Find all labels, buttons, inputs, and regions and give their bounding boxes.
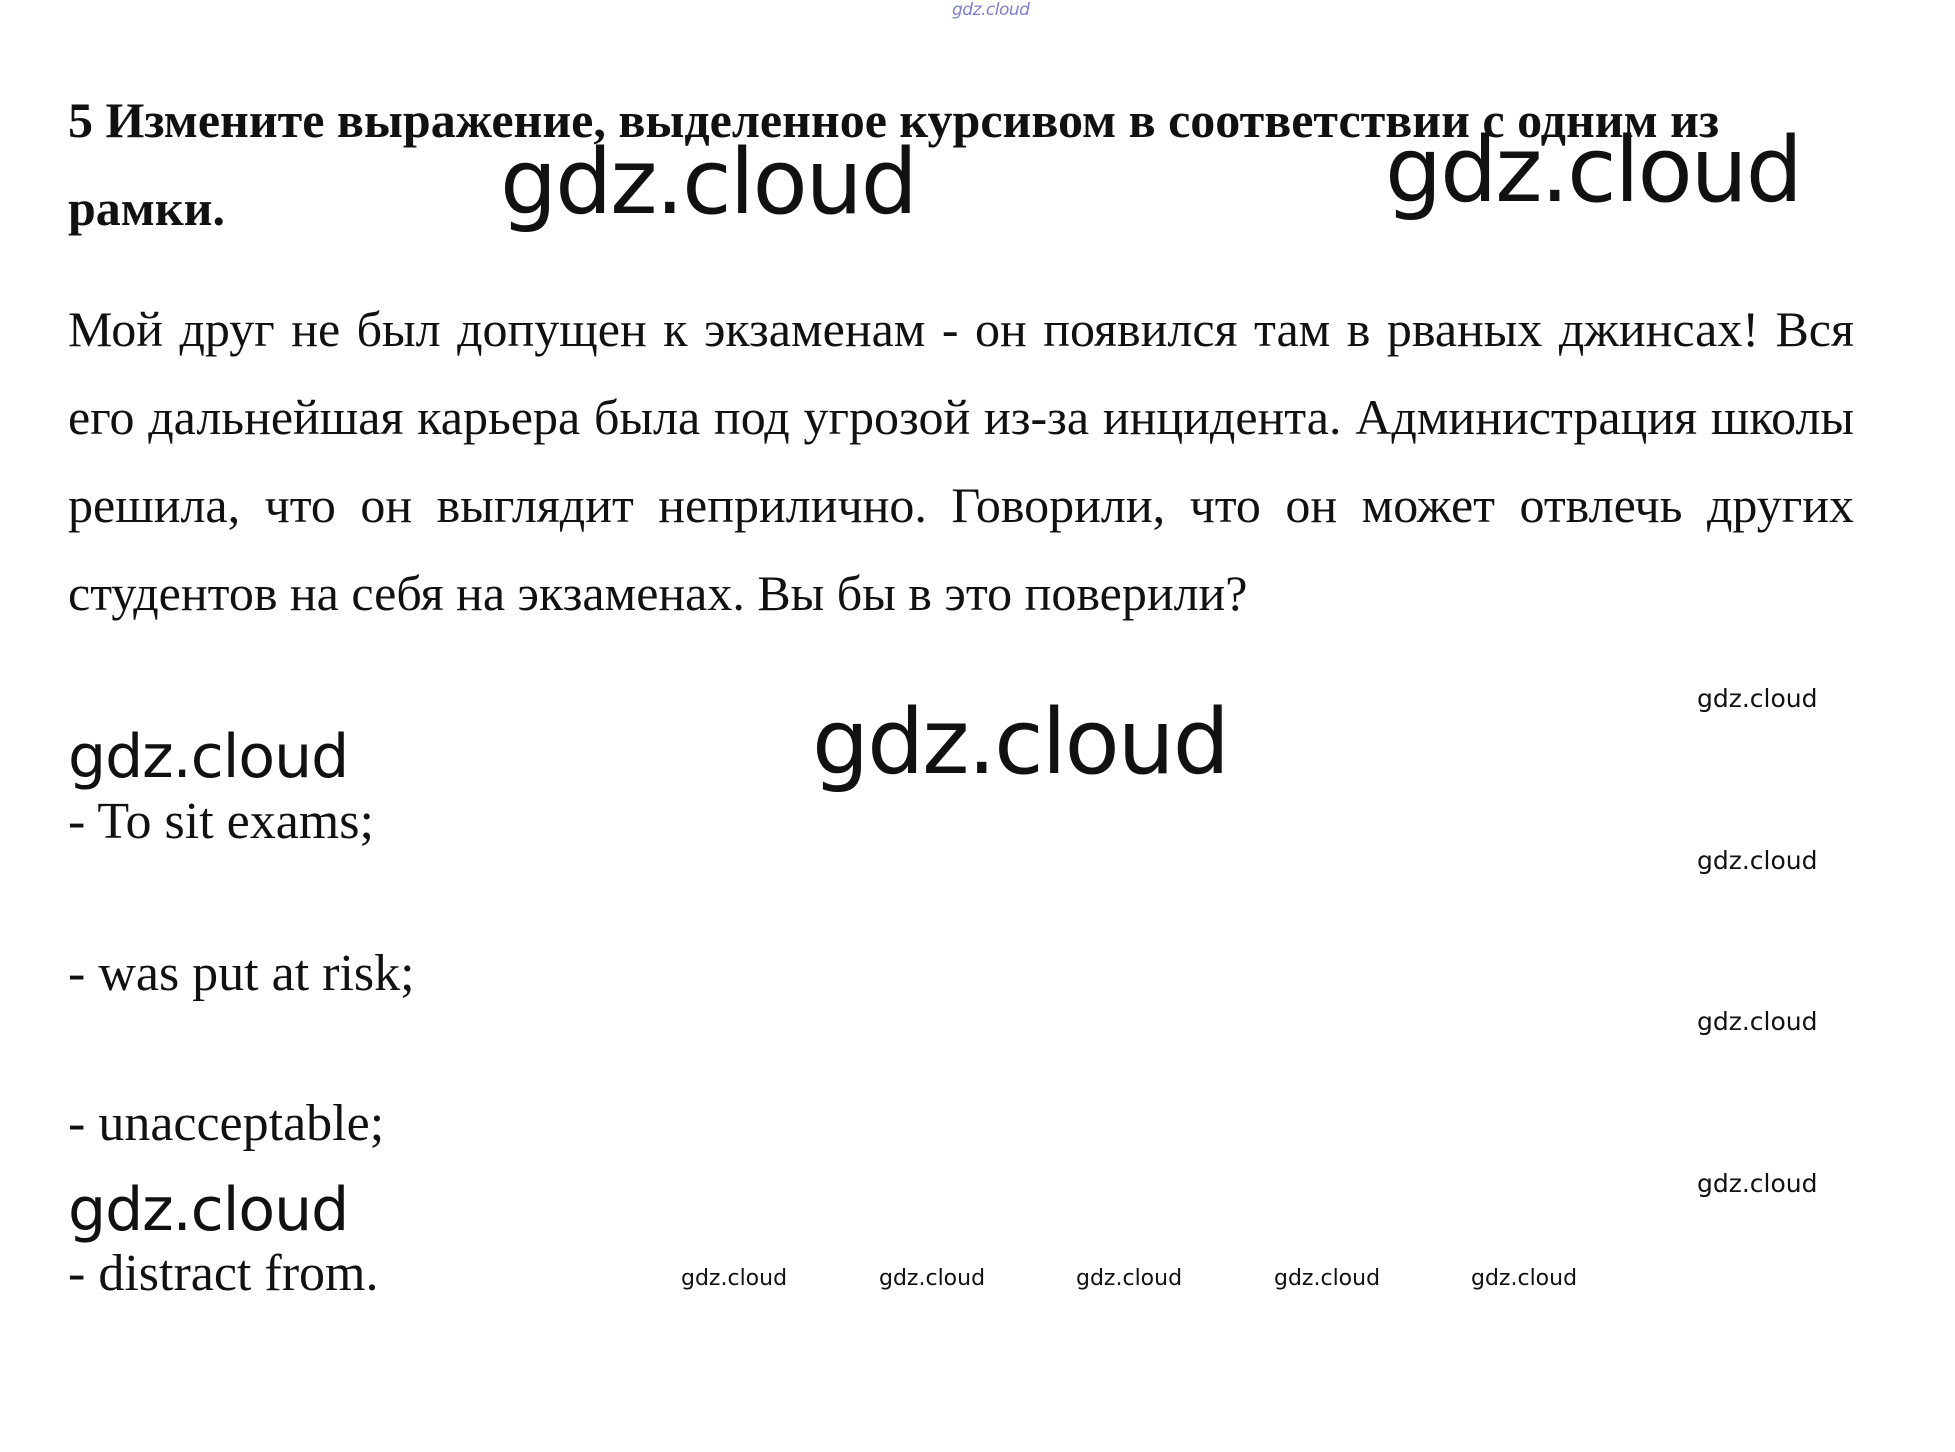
watermark-small: gdz.cloud [1697,1007,1818,1036]
watermark-small: gdz.cloud [1697,846,1818,875]
answer-3: - unacceptable; [68,1095,385,1152]
watermark-big: gdz.cloud [500,130,916,235]
answer-4: - distract from. [68,1245,379,1302]
watermark-small: gdz.cloud [1274,1266,1381,1291]
answer-1: - To sit exams; [68,793,374,850]
watermark-medium: gdz.cloud [68,722,349,792]
watermark-small: gdz.cloud [681,1266,788,1291]
watermark-small: gdz.cloud [1697,1169,1818,1198]
answer-2: - was put at risk; [68,945,415,1002]
watermark-medium: gdz.cloud [68,1175,349,1245]
watermark-small: gdz.cloud [879,1266,986,1291]
watermark-small: gdz.cloud [1471,1266,1578,1291]
watermark-big: gdz.cloud [812,690,1228,795]
watermark-small: gdz.cloud [1697,684,1818,713]
top-watermark: gdz.cloud [952,0,1030,20]
task-text: Мой друг не был допущен к экзаменам - он появился там в рваных джинсах! Вся его дальнейшая карьера была под угрозой из-за инцидента. Администрация школы решила, что он выглядит неприлично. Говорили, что он может отвлечь других студентов на себя на экзаменах. Вы бы в это поверили? [68,301,1854,621]
task-title: 5 Измените выражение, выделенное курсивом в соответствии с одним из рамки. [68,92,1720,236]
watermark-big: gdz.cloud [1385,118,1801,223]
watermark-small: gdz.cloud [1076,1266,1183,1291]
